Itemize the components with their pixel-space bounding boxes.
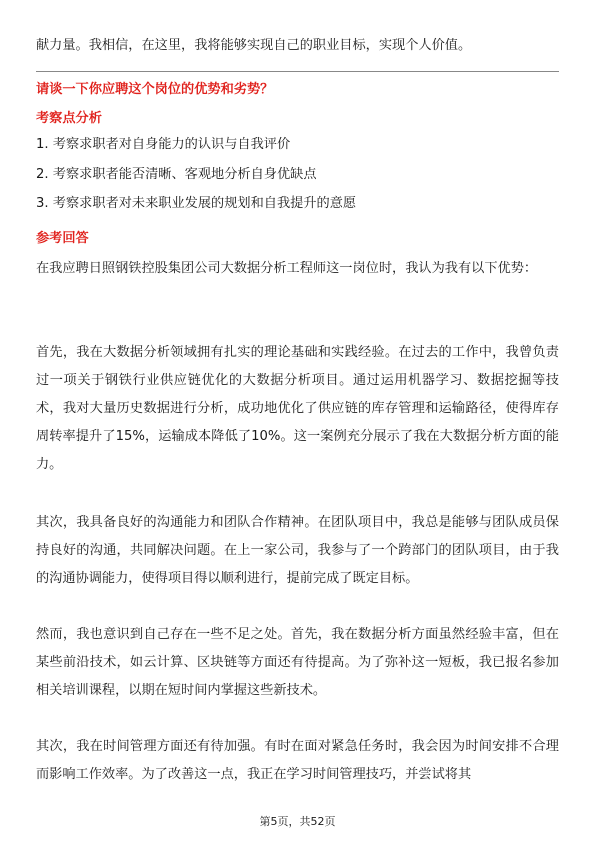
- page-number: 第5页，共52页: [259, 815, 336, 828]
- analysis-heading: 考察点分析: [36, 111, 102, 126]
- answer-paragraph: 其次，我具备良好的沟通能力和团队合作精神。在团队项目中，我总是能够与团队成员保持良好的沟通，共同解决问题。在上一家公司，我参与了一个跨部门的团队项目，由于我的沟通协调能力，使得项目得以顺利进行，提前完成了既定目标。: [36, 515, 559, 586]
- section-divider: [36, 71, 559, 72]
- answer-paragraph: 首先，我在大数据分析领域拥有扎实的理论基础和实践经验。在过去的工作中，我曾负责过一项关于钢铁行业供应链优化的大数据分析项目。通过运用机器学习、数据挖掘等技术，我对大量历史数据进行分析，成功地优化了供应链的库存管理和运输路径，使得库存周转率提升了15%，运输成本降低了10%。这一案例充分展示了我在大数据分析方面的能力。: [36, 345, 559, 472]
- intro-tail-text: 献力量。我相信，在这里，我将能够实现自己的职业目标，实现个人价值。: [36, 38, 472, 53]
- answer-paragraph: 然而，我也意识到自己存在一些不足之处。首先，我在数据分析方面虽然经验丰富，但在某些前沿技术，如云计算、区块链等方面还有待提高。为了弥补这一短板，我已报名参加相关培训课程，以期在短时间内掌握这些新技术。: [36, 627, 559, 698]
- answer-paragraph: 其次，我在时间管理方面还有待加强。有时在面对紧急任务时，我会因为时间安排不合理而影响工作效率。为了改善这一点，我正在学习时间管理技巧，并尝试将其: [36, 739, 559, 782]
- analysis-item: 2. 考察求职者能否清晰、客观地分析自身优缺点: [36, 167, 317, 182]
- analysis-item: 3. 考察求职者对未来职业发展的规划和自我提升的意愿: [36, 196, 357, 211]
- question-heading: 请谈一下你应聘这个岗位的优势和劣势？: [36, 82, 274, 97]
- analysis-item: 1. 考察求职者对自身能力的认识与自我评价: [36, 137, 291, 152]
- answer-heading: 参考回答: [36, 231, 89, 246]
- answer-paragraph: 在我应聘日照钢铁控股集团公司大数据分析工程师这一岗位时，我认为我有以下优势：: [36, 261, 538, 276]
